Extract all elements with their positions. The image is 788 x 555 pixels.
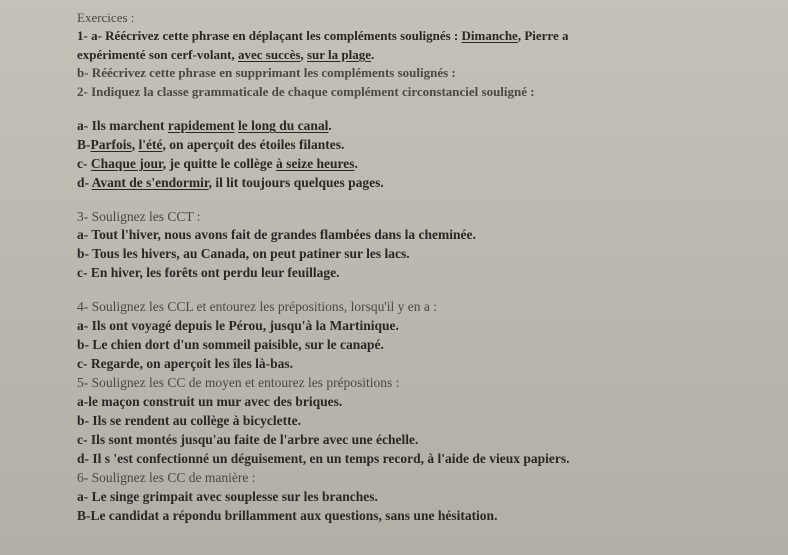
ex2-text: a- Ils marchent: [77, 118, 168, 133]
ex2-underlined: rapidement: [167, 118, 235, 133]
ex4-sentence-b: b- Le chien dort d'un sommeil paisible, sur le canapé.: [77, 337, 384, 352]
ex6-title: 6- Soulignez les CC de manière :: [77, 470, 256, 485]
ex5-sentence-d: d- Il s 'est confectionné un déguisement, en un temps record, à l'aide de vieux papiers.: [77, 451, 570, 466]
ex5-sentence-a: a-le maçon construit un mur avec des briques.: [77, 394, 343, 409]
ex2-underlined: à seize heures: [276, 156, 355, 171]
ex2-text: B-: [77, 137, 91, 152]
ex3-title: 3- Soulignez les CCT :: [77, 209, 201, 224]
ex2-underlined: le long du canal: [238, 118, 329, 133]
ex2-title: 2- Indiquez la classe grammaticale de chaque complément circonstanciel souligné :: [77, 84, 535, 99]
ex2-sentence-a: [77, 118, 332, 134]
ex2-text: c-: [77, 156, 91, 171]
ex2-text: .: [328, 118, 332, 133]
ex1-text: expérimenté son cerf-volant,: [77, 47, 239, 62]
ex6-sentence-b: B-Le candidat a répondu brillamment aux questions, sans une hésitation.: [77, 508, 498, 523]
ex3-sentence-a: a- Tout l'hiver, nous avons fait de grandes flambées dans la cheminée.: [77, 227, 476, 242]
ex1-text: 1- a- Réécrivez cette phrase en déplaçant les compléments soulignés :: [77, 28, 462, 43]
ex1-underlined: avec succès: [238, 47, 301, 62]
ex2-sentence-b: [77, 137, 344, 153]
ex2-underlined: Parfois: [90, 137, 132, 152]
ex2-text: .: [354, 156, 358, 171]
ex2-underlined: Avant de s'endormir: [91, 175, 209, 190]
ex1-text: .: [371, 47, 375, 62]
ex2-sentence-d: [77, 175, 384, 191]
ex1-instruction-line2: [77, 47, 374, 63]
ex5-sentence-b: b- Ils se rendent au collège à bicyclette.: [77, 413, 301, 428]
ex1-underlined: sur la plage: [306, 47, 372, 62]
ex2-text: , on aperçoit des étoiles filantes.: [162, 137, 345, 152]
ex3-sentence-c: c- En hiver, les forêts ont perdu leur feuillage.: [77, 265, 340, 280]
ex4-sentence-c: c- Regarde, on aperçoit les îles là-bas.: [77, 356, 293, 371]
ex5-sentence-c: c- Ils sont montés jusqu'au faite de l'arbre avec une échelle.: [77, 432, 419, 447]
ex2-sentence-c: [77, 156, 358, 172]
ex1-text: ,: [300, 47, 307, 62]
ex1-b-instruction: b- Réécrivez cette phrase en supprimant les compléments soulignés :: [77, 65, 456, 80]
ex1-instruction-line1: [77, 28, 569, 44]
ex5-title: 5- Soulignez les CC de moyen et entourez les prépositions :: [77, 375, 400, 390]
ex2-text: , il lit toujours quelques pages.: [208, 175, 384, 190]
sheet-title: Exercices :: [77, 10, 135, 25]
ex4-sentence-a: a- Ils ont voyagé depuis le Pérou, jusqu'à la Martinique.: [77, 318, 399, 333]
ex2-underlined: l'été: [138, 137, 163, 152]
ex2-text: d-: [77, 175, 92, 190]
ex2-underlined: Chaque jour: [90, 156, 163, 171]
ex1-underlined: Dimanche: [461, 28, 518, 43]
ex4-title: 4- Soulignez les CCL et entourez les prépositions, lorsqu'il y en a :: [77, 299, 437, 314]
ex2-text: ,: [131, 137, 139, 152]
ex1-text: , Pierre a: [517, 28, 569, 43]
ex6-sentence-a: a- Le singe grimpait avec souplesse sur les branches.: [77, 489, 378, 504]
ex2-text: , je quitte le collège: [162, 156, 276, 171]
ex3-sentence-b: b- Tous les hivers, au Canada, on peut patiner sur les lacs.: [77, 246, 410, 261]
